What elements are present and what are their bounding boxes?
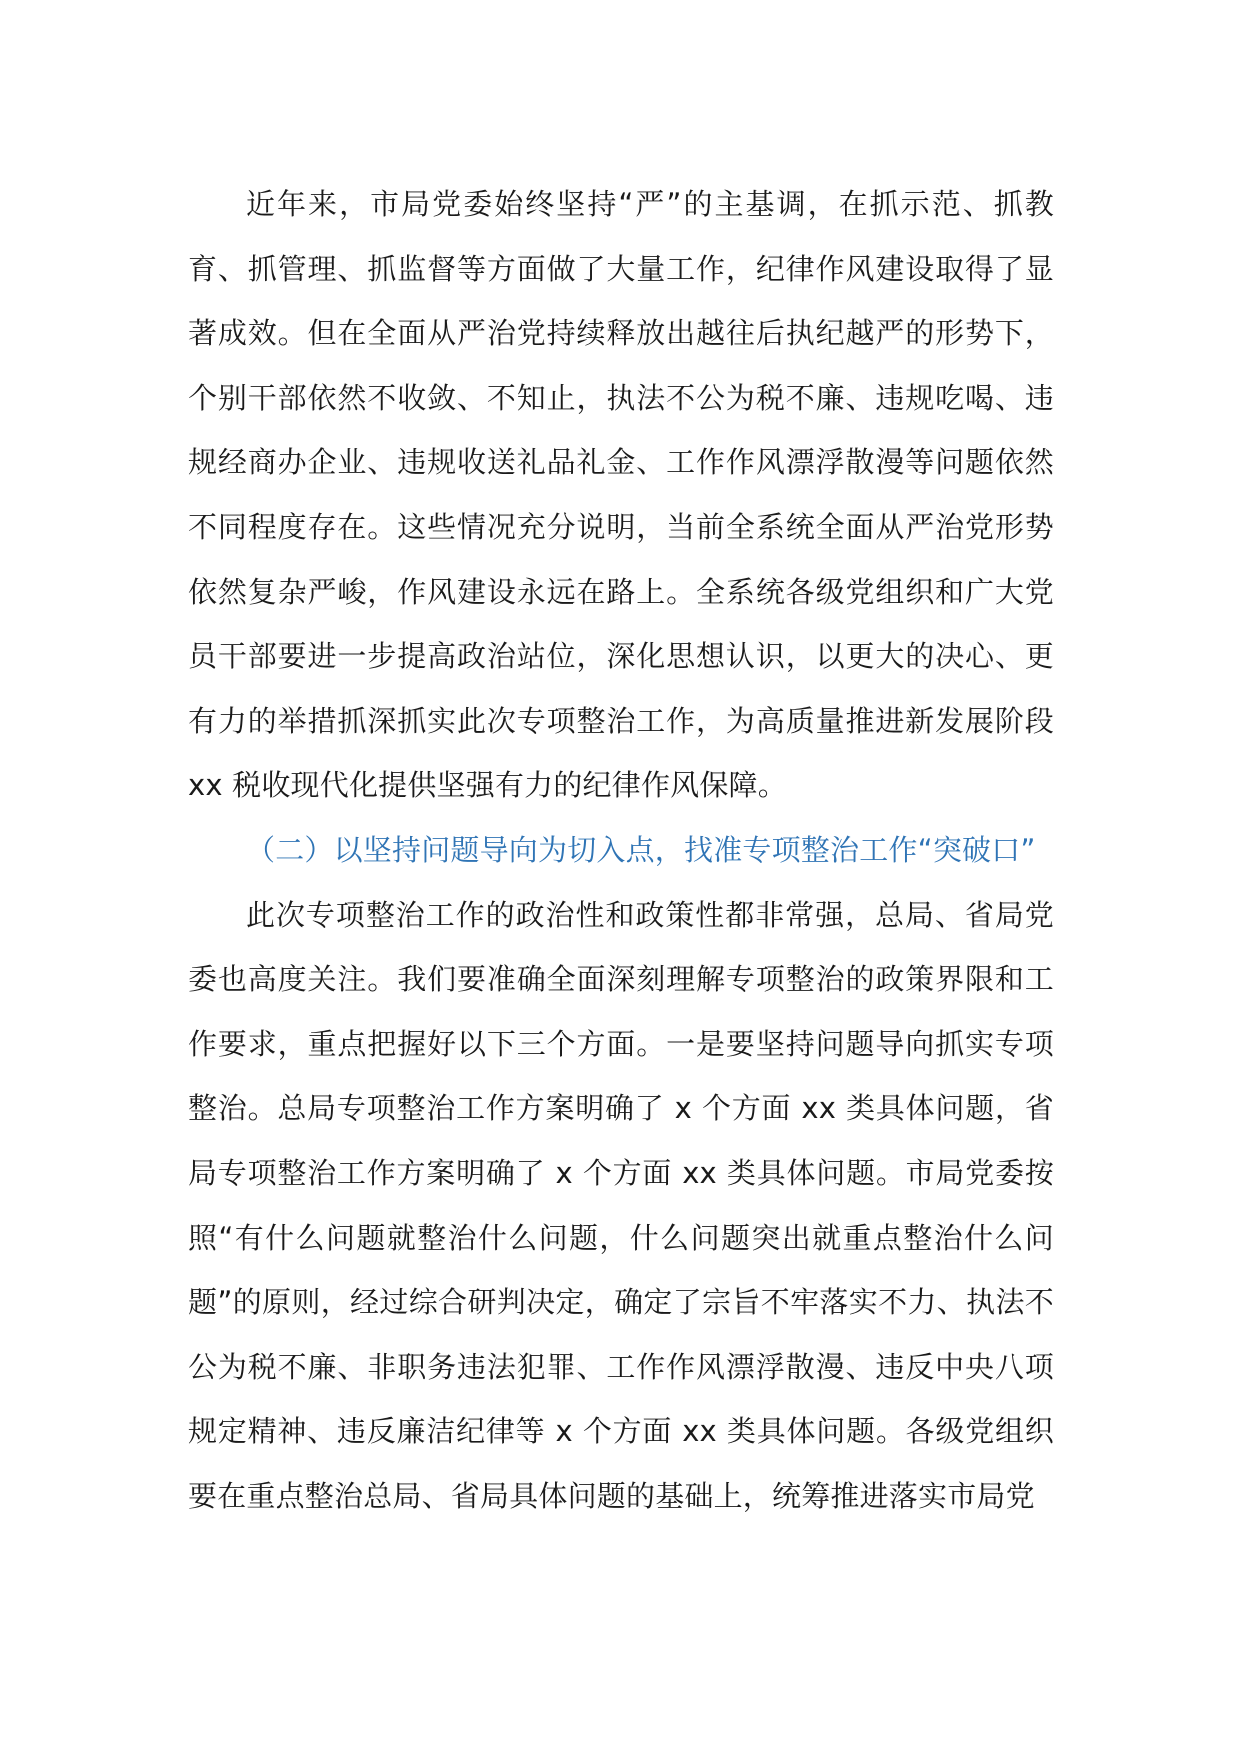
section-heading: （二）以坚持问题导向为切入点，找准专项整治工作“突破口” bbox=[246, 832, 1036, 867]
body-paragraph: 此次专项整治工作的政治性和政策性都非常强，总局、省局党委也高度关注。我们要准确全面深刻理解专项整治的政策界限和工作要求，重点把握好以下三个方面。一是要坚持问题导向抓实专项整治。总局专项整治工作方案明确了 x 个方面 xx 类具体问题，省局专项整治工作方案明确了 x 个方面 xx 类具体问题。市局党委按照“有什么问题就整治什么问题，什么问题突出就重点整治什么问题”的原则，经过综合研判决定，确定了宗旨不牢落实不力、执法不公为税不廉、非职务违法犯罪、工作作风漂浮散漫、违反中央八项规定精神、违反廉洁纪律等 x 个方面 xx 类具体问题。各级党组织要在重点整治总局、省局具体问题的基础上，统筹推进落实市局党 bbox=[188, 897, 1054, 1513]
document-page bbox=[188, 172, 1054, 1528]
body-paragraph: 近年来，市局党委始终坚持“严”的主基调，在抓示范、抓教育、抓管理、抓监督等方面做了大量工作，纪律作风建设取得了显著成效。但在全面从严治党持续释放出越往后执纪越严的形势下，个别干部依然不收敛、不知止，执法不公为税不廉、违规吃喝、违规经商办企业、违规收送礼品礼金、工作作风漂浮散漫等问题依然不同程度存在。这些情况充分说明，当前全系统全面从严治党形势依然复杂严峻，作风建设永远在路上。全系统各级党组织和广大党员干部要进一步提高政治站位，深化思想认识，以更大的决心、更有力的举措抓深抓实此次专项整治工作，为高质量推进新发展阶段 xx 税收现代化提供坚强有力的纪律作风保障。 bbox=[188, 187, 1054, 803]
